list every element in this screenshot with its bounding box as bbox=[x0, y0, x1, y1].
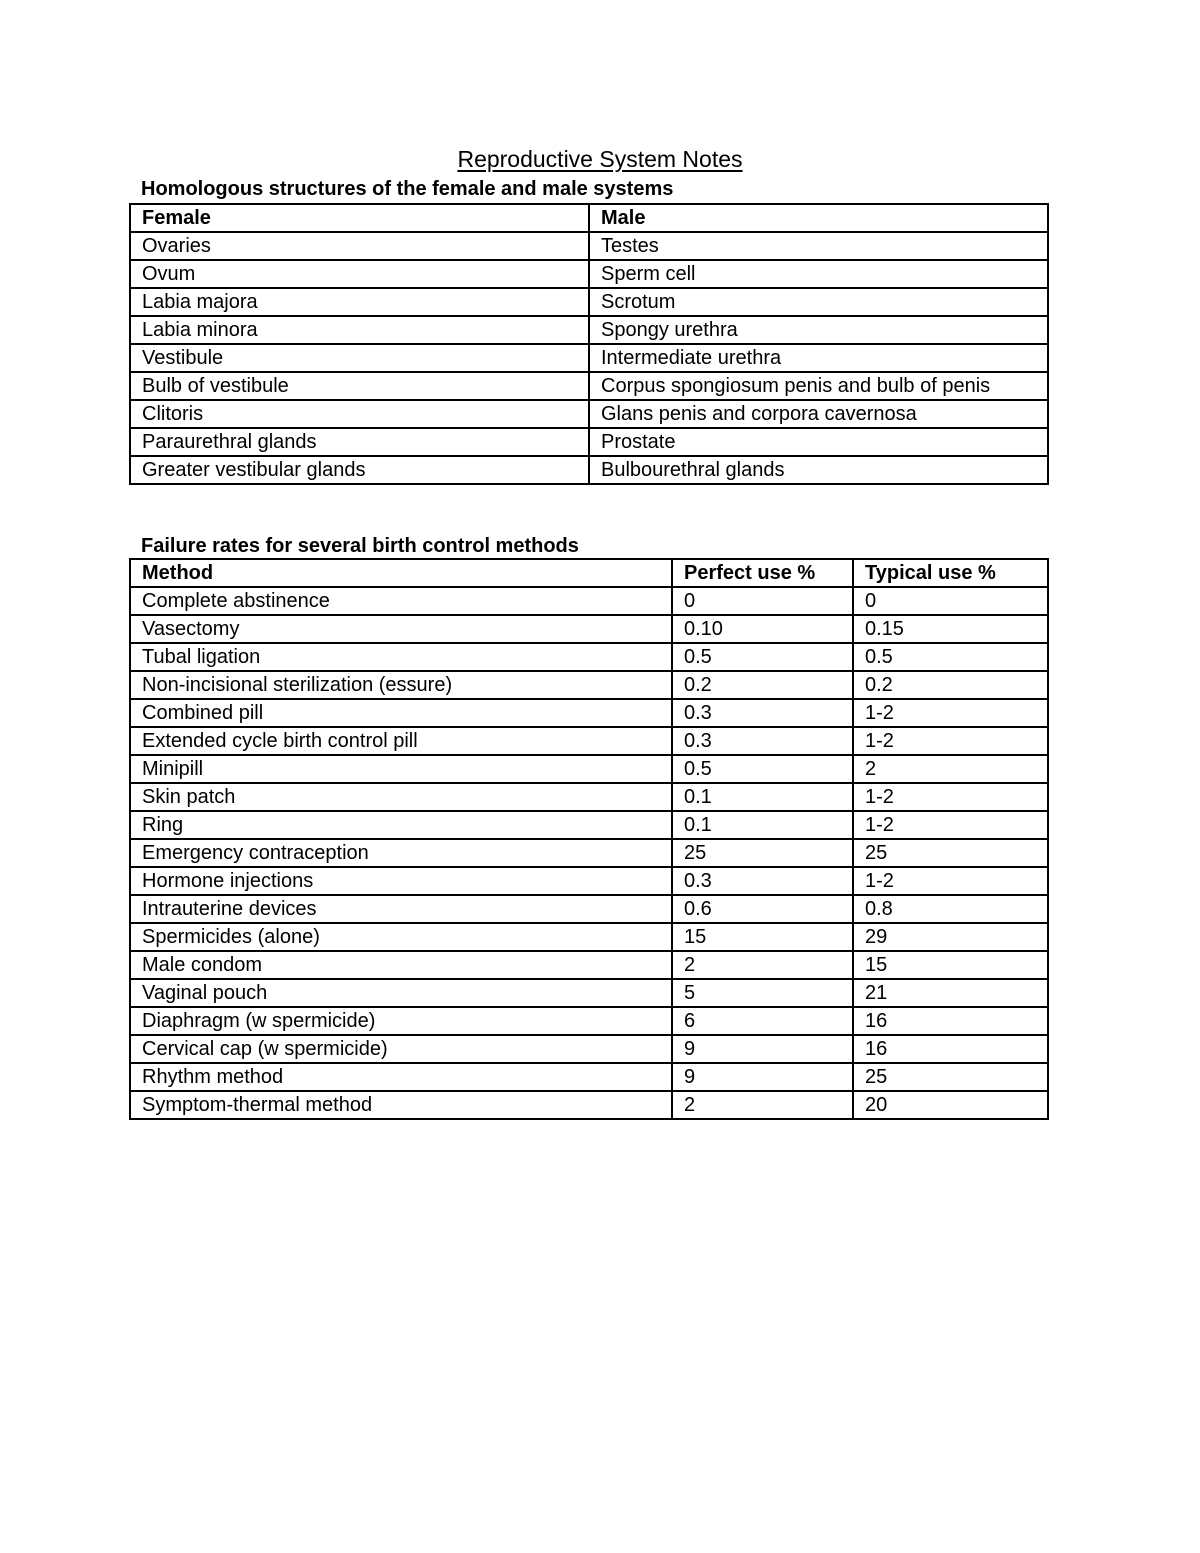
cell-typical-use: 16 bbox=[853, 1035, 1048, 1063]
cell-method: Non-incisional sterilization (essure) bbox=[130, 671, 672, 699]
cell-perfect-use: 0 bbox=[672, 587, 853, 615]
cell-typical-use: 16 bbox=[853, 1007, 1048, 1035]
cell-method: Cervical cap (w spermicide) bbox=[130, 1035, 672, 1063]
table-row bbox=[130, 344, 1048, 372]
cell-female: Vestibule bbox=[130, 344, 589, 372]
table-row bbox=[130, 783, 1048, 811]
table-row bbox=[130, 615, 1048, 643]
cell-female: Greater vestibular glands bbox=[130, 456, 589, 484]
cell-perfect-use: 0.3 bbox=[672, 727, 853, 755]
cell-perfect-use: 0.2 bbox=[672, 671, 853, 699]
cell-perfect-use: 0.10 bbox=[672, 615, 853, 643]
cell-male: Scrotum bbox=[589, 288, 1048, 316]
table-row bbox=[130, 587, 1048, 615]
cell-male: Testes bbox=[589, 232, 1048, 260]
table-row bbox=[130, 1007, 1048, 1035]
cell-perfect-use: 0.3 bbox=[672, 699, 853, 727]
birth-control-heading: Failure rates for several birth control methods bbox=[141, 535, 579, 557]
cell-perfect-use: 2 bbox=[672, 1091, 853, 1119]
cell-method: Male condom bbox=[130, 951, 672, 979]
cell-typical-use: 1-2 bbox=[853, 811, 1048, 839]
table-row bbox=[130, 456, 1048, 484]
cell-typical-use: 0.5 bbox=[853, 643, 1048, 671]
cell-male: Prostate bbox=[589, 428, 1048, 456]
table-row bbox=[130, 1035, 1048, 1063]
cell-perfect-use: 0.6 bbox=[672, 895, 853, 923]
cell-method: Ring bbox=[130, 811, 672, 839]
table-row bbox=[130, 671, 1048, 699]
table-row bbox=[130, 372, 1048, 400]
table-row bbox=[130, 811, 1048, 839]
cell-perfect-use: 0.5 bbox=[672, 643, 853, 671]
cell-female: Ovaries bbox=[130, 232, 589, 260]
table-row bbox=[130, 316, 1048, 344]
cell-female: Bulb of vestibule bbox=[130, 372, 589, 400]
table-row bbox=[130, 1091, 1048, 1119]
table-row bbox=[130, 232, 1048, 260]
cell-female: Ovum bbox=[130, 260, 589, 288]
table-row bbox=[130, 428, 1048, 456]
cell-typical-use: 1-2 bbox=[853, 783, 1048, 811]
cell-typical-use: 2 bbox=[853, 755, 1048, 783]
cell-typical-use: 1-2 bbox=[853, 867, 1048, 895]
page-title: Reproductive System Notes bbox=[457, 146, 743, 172]
birth-control-failure-table bbox=[129, 558, 1049, 1120]
cell-male: Glans penis and corpora cavernosa bbox=[589, 400, 1048, 428]
cell-method: Hormone injections bbox=[130, 867, 672, 895]
cell-method: Rhythm method bbox=[130, 1063, 672, 1091]
cell-typical-use: 15 bbox=[853, 951, 1048, 979]
cell-typical-use: 1-2 bbox=[853, 699, 1048, 727]
cell-perfect-use: 9 bbox=[672, 1035, 853, 1063]
cell-male: Bulbourethral glands bbox=[589, 456, 1048, 484]
table-row bbox=[130, 979, 1048, 1007]
homologous-structures-table bbox=[129, 203, 1049, 485]
column-header-female: Female bbox=[130, 204, 589, 232]
column-header-perfect-use: Perfect use % bbox=[672, 559, 853, 587]
cell-typical-use: 25 bbox=[853, 839, 1048, 867]
cell-method: Symptom-thermal method bbox=[130, 1091, 672, 1119]
cell-typical-use: 25 bbox=[853, 1063, 1048, 1091]
column-header-typical-use: Typical use % bbox=[853, 559, 1048, 587]
cell-female: Labia majora bbox=[130, 288, 589, 316]
cell-perfect-use: 9 bbox=[672, 1063, 853, 1091]
cell-male: Corpus spongiosum penis and bulb of penis bbox=[589, 372, 1048, 400]
cell-female: Clitoris bbox=[130, 400, 589, 428]
cell-typical-use: 29 bbox=[853, 923, 1048, 951]
table-row bbox=[130, 400, 1048, 428]
homologous-heading: Homologous structures of the female and male systems bbox=[141, 178, 674, 200]
cell-method: Minipill bbox=[130, 755, 672, 783]
column-header-male: Male bbox=[589, 204, 1048, 232]
table-row bbox=[130, 1063, 1048, 1091]
table-row bbox=[130, 288, 1048, 316]
table-row bbox=[130, 260, 1048, 288]
cell-typical-use: 1-2 bbox=[853, 727, 1048, 755]
cell-typical-use: 0.8 bbox=[853, 895, 1048, 923]
cell-perfect-use: 15 bbox=[672, 923, 853, 951]
table-row bbox=[130, 895, 1048, 923]
cell-method: Intrauterine devices bbox=[130, 895, 672, 923]
cell-method: Extended cycle birth control pill bbox=[130, 727, 672, 755]
cell-perfect-use: 2 bbox=[672, 951, 853, 979]
cell-method: Emergency contraception bbox=[130, 839, 672, 867]
table-row bbox=[130, 839, 1048, 867]
column-header-method: Method bbox=[130, 559, 672, 587]
cell-perfect-use: 0.1 bbox=[672, 783, 853, 811]
cell-method: Vaginal pouch bbox=[130, 979, 672, 1007]
cell-method: Spermicides (alone) bbox=[130, 923, 672, 951]
cell-method: Skin patch bbox=[130, 783, 672, 811]
table-row bbox=[130, 643, 1048, 671]
cell-method: Vasectomy bbox=[130, 615, 672, 643]
cell-method: Combined pill bbox=[130, 699, 672, 727]
table-row bbox=[130, 699, 1048, 727]
cell-method: Diaphragm (w spermicide) bbox=[130, 1007, 672, 1035]
table-row bbox=[130, 727, 1048, 755]
cell-male: Spongy urethra bbox=[589, 316, 1048, 344]
cell-female: Paraurethral glands bbox=[130, 428, 589, 456]
cell-typical-use: 21 bbox=[853, 979, 1048, 1007]
cell-perfect-use: 25 bbox=[672, 839, 853, 867]
table-row bbox=[130, 951, 1048, 979]
cell-perfect-use: 0.5 bbox=[672, 755, 853, 783]
table-header-row bbox=[130, 204, 1048, 232]
cell-method: Tubal ligation bbox=[130, 643, 672, 671]
cell-male: Intermediate urethra bbox=[589, 344, 1048, 372]
cell-typical-use: 0.15 bbox=[853, 615, 1048, 643]
cell-perfect-use: 0.1 bbox=[672, 811, 853, 839]
cell-perfect-use: 6 bbox=[672, 1007, 853, 1035]
cell-male: Sperm cell bbox=[589, 260, 1048, 288]
cell-perfect-use: 5 bbox=[672, 979, 853, 1007]
cell-typical-use: 0.2 bbox=[853, 671, 1048, 699]
table-header-row bbox=[130, 559, 1048, 587]
cell-female: Labia minora bbox=[130, 316, 589, 344]
cell-typical-use: 20 bbox=[853, 1091, 1048, 1119]
cell-method: Complete abstinence bbox=[130, 587, 672, 615]
table-row bbox=[130, 867, 1048, 895]
cell-perfect-use: 0.3 bbox=[672, 867, 853, 895]
cell-typical-use: 0 bbox=[853, 587, 1048, 615]
table-row bbox=[130, 923, 1048, 951]
table-row bbox=[130, 755, 1048, 783]
